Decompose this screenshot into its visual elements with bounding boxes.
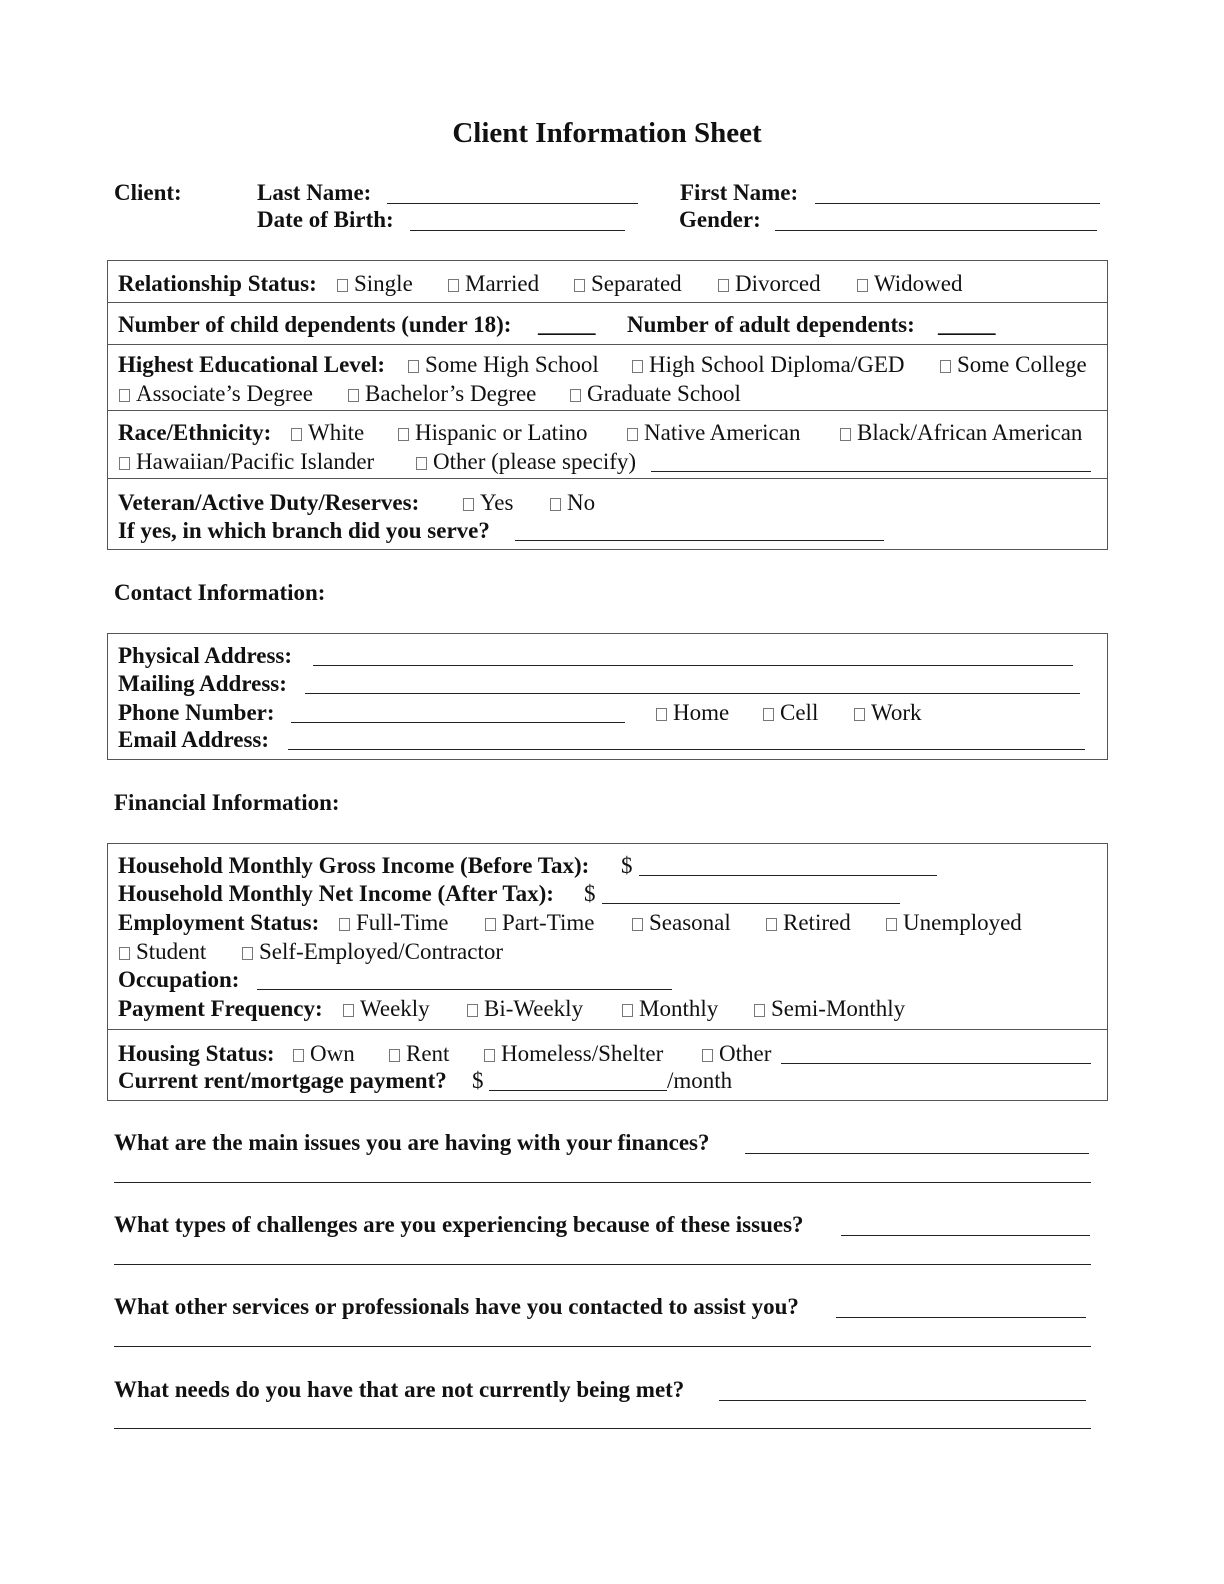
answer-finances-line1[interactable] [745,1153,1089,1154]
per-month-label: /month [667,1068,733,1093]
checkbox[interactable] [857,279,868,292]
phone-field[interactable] [291,722,625,723]
education-option-associates[interactable]: Associate’s Degree [119,381,313,407]
contact-heading: Contact Information: [114,580,326,605]
email-field[interactable] [288,749,1085,750]
checkbox[interactable] [574,279,585,292]
checkbox[interactable] [656,708,667,721]
checkbox[interactable] [718,279,729,292]
checkbox[interactable] [389,1049,400,1062]
education-option-some-college[interactable]: Some College [940,352,1087,378]
checkbox[interactable] [463,498,474,511]
housing-label: Housing Status: [118,1041,275,1066]
checkbox[interactable] [467,1004,478,1017]
answer-finances-line2[interactable] [114,1182,1091,1183]
checkbox[interactable] [632,918,643,931]
employment-option-unemployed[interactable]: Unemployed [886,910,1022,936]
housing-option-rent[interactable]: Rent [389,1041,449,1067]
relationship-option-married[interactable]: Married [448,271,539,297]
employment-option-part-time[interactable]: Part-Time [485,910,594,936]
employment-option-seasonal[interactable]: Seasonal [632,910,731,936]
checkbox[interactable] [550,498,561,511]
page-title: Client Information Sheet [452,117,762,149]
child-dependents-field[interactable]: _____ [538,312,596,337]
checkbox[interactable] [570,389,581,402]
checkbox[interactable] [448,279,459,292]
relationship-option-divorced[interactable]: Divorced [718,271,821,297]
question-challenges: What types of challenges are you experiencing because of these issues? [114,1212,804,1237]
net-dollar-sign: $ [584,881,596,906]
employment-option-full-time[interactable]: Full-Time [339,910,448,936]
checkbox[interactable] [766,918,777,931]
phone-type-work[interactable]: Work [854,700,922,726]
email-label: Email Address: [118,727,270,752]
net-income-field[interactable] [602,903,900,904]
physical-address-label: Physical Address: [118,643,293,668]
gender-field[interactable] [775,230,1097,231]
occupation-field[interactable] [257,989,672,990]
rent-payment-label: Current rent/mortgage payment? [118,1068,447,1093]
question-services: What other services or professionals have you contacted to assist you? [114,1294,799,1319]
checkbox[interactable] [398,428,409,441]
divider [107,410,1108,411]
divider [107,344,1108,345]
checkbox[interactable] [840,428,851,441]
phone-type-home[interactable]: Home [656,700,729,726]
race-option-other[interactable]: Other (please specify) [416,449,636,475]
answer-challenges-line1[interactable] [841,1235,1090,1236]
phone-label: Phone Number: [118,700,275,725]
dob-field[interactable] [410,230,625,231]
checkbox[interactable] [627,428,638,441]
housing-option-other[interactable]: Other [702,1041,771,1067]
race-other-field[interactable] [651,471,1091,472]
gross-income-field[interactable] [639,875,937,876]
checkbox[interactable] [754,1004,765,1017]
answer-services-line1[interactable] [836,1317,1086,1318]
payment-option-bi-weekly[interactable]: Bi-Weekly [467,996,583,1022]
housing-option-homeless[interactable]: Homeless/Shelter [484,1041,663,1067]
last-name-field[interactable] [387,203,638,204]
payment-option-weekly[interactable]: Weekly [343,996,430,1022]
branch-label: If yes, in which branch did you serve? [118,518,490,543]
answer-needs-line1[interactable] [719,1400,1086,1401]
checkbox[interactable] [702,1049,713,1062]
checkbox[interactable] [119,457,130,470]
employment-option-self-employed[interactable]: Self-Employed/Contractor [242,939,503,965]
employment-option-retired[interactable]: Retired [766,910,851,936]
race-option-black[interactable]: Black/African American [840,420,1082,446]
checkbox[interactable] [339,918,350,931]
race-label: Race/Ethnicity: [118,420,272,445]
checkbox[interactable] [484,1049,495,1062]
checkbox[interactable] [119,389,130,402]
education-option-some-high-school[interactable]: Some High School [408,352,599,378]
relationship-label: Relationship Status: [118,271,317,296]
last-name-label: Last Name: [257,180,372,205]
client-label: Client: [114,180,182,205]
rent-payment-field[interactable] [489,1090,667,1091]
mailing-address-label: Mailing Address: [118,671,287,696]
checkbox[interactable] [632,360,643,373]
divider [107,478,1108,479]
gross-dollar-sign: $ [621,853,633,878]
checkbox[interactable] [622,1004,633,1017]
answer-challenges-line2[interactable] [114,1264,1091,1265]
education-option-diploma-ged[interactable]: High School Diploma/GED [632,352,905,378]
dob-label: Date of Birth: [257,207,394,232]
occupation-label: Occupation: [118,967,240,992]
relationship-option-separated[interactable]: Separated [574,271,682,297]
race-option-hispanic[interactable]: Hispanic or Latino [398,420,587,446]
financial-heading: Financial Information: [114,790,340,815]
housing-option-own[interactable]: Own [293,1041,355,1067]
first-name-field[interactable] [815,203,1100,204]
gender-label: Gender: [679,207,761,232]
checkbox[interactable] [408,360,419,373]
mailing-address-field[interactable] [305,693,1080,694]
veteran-label: Veteran/Active Duty/Reserves: [118,490,420,515]
divider [107,1029,1108,1030]
question-finances: What are the main issues you are having with your finances? [114,1130,710,1155]
checkbox[interactable] [242,947,253,960]
branch-field[interactable] [515,540,884,541]
checkbox[interactable] [119,947,130,960]
phone-type-cell[interactable]: Cell [763,700,818,726]
first-name-label: First Name: [680,180,799,205]
checkbox[interactable] [291,428,302,441]
education-option-bachelors[interactable]: Bachelor’s Degree [348,381,536,407]
net-income-label: Household Monthly Net Income (After Tax): [118,881,554,906]
adult-dependents-label: Number of adult dependents: [627,312,915,337]
divider [107,302,1108,303]
rent-dollar-sign: $ [472,1068,484,1093]
employment-label: Employment Status: [118,910,320,935]
employment-option-student[interactable]: Student [119,939,206,965]
checkbox[interactable] [940,360,951,373]
race-option-native-american[interactable]: Native American [627,420,800,446]
checkbox[interactable] [416,457,427,470]
education-option-graduate[interactable]: Graduate School [570,381,741,407]
housing-other-field[interactable] [781,1063,1091,1064]
physical-address-field[interactable] [313,665,1073,666]
checkbox[interactable] [854,708,865,721]
payment-option-monthly[interactable]: Monthly [622,996,718,1022]
child-dependents-label: Number of child dependents (under 18): [118,312,512,337]
gross-income-label: Household Monthly Gross Income (Before Tax): [118,853,590,878]
veteran-option-yes[interactable]: Yes [463,490,513,516]
checkbox[interactable] [348,389,359,402]
checkbox[interactable] [485,918,496,931]
payment-option-semi-monthly[interactable]: Semi-Monthly [754,996,905,1022]
checkbox[interactable] [293,1049,304,1062]
relationship-option-widowed[interactable]: Widowed [857,271,963,297]
checkbox[interactable] [886,918,897,931]
race-option-hawaiian[interactable]: Hawaiian/Pacific Islander [119,449,374,475]
education-label: Highest Educational Level: [118,352,386,377]
answer-needs-line2[interactable] [114,1428,1091,1429]
veteran-option-no[interactable]: No [550,490,595,516]
checkbox[interactable] [343,1004,354,1017]
payment-frequency-label: Payment Frequency: [118,996,323,1021]
relationship-option-single[interactable]: Single [337,271,413,297]
checkbox[interactable] [337,279,348,292]
answer-services-line2[interactable] [114,1346,1091,1347]
question-needs: What needs do you have that are not currently being met? [114,1377,685,1402]
adult-dependents-field[interactable]: _____ [938,312,996,337]
race-option-white[interactable]: White [291,420,364,446]
checkbox[interactable] [763,708,774,721]
